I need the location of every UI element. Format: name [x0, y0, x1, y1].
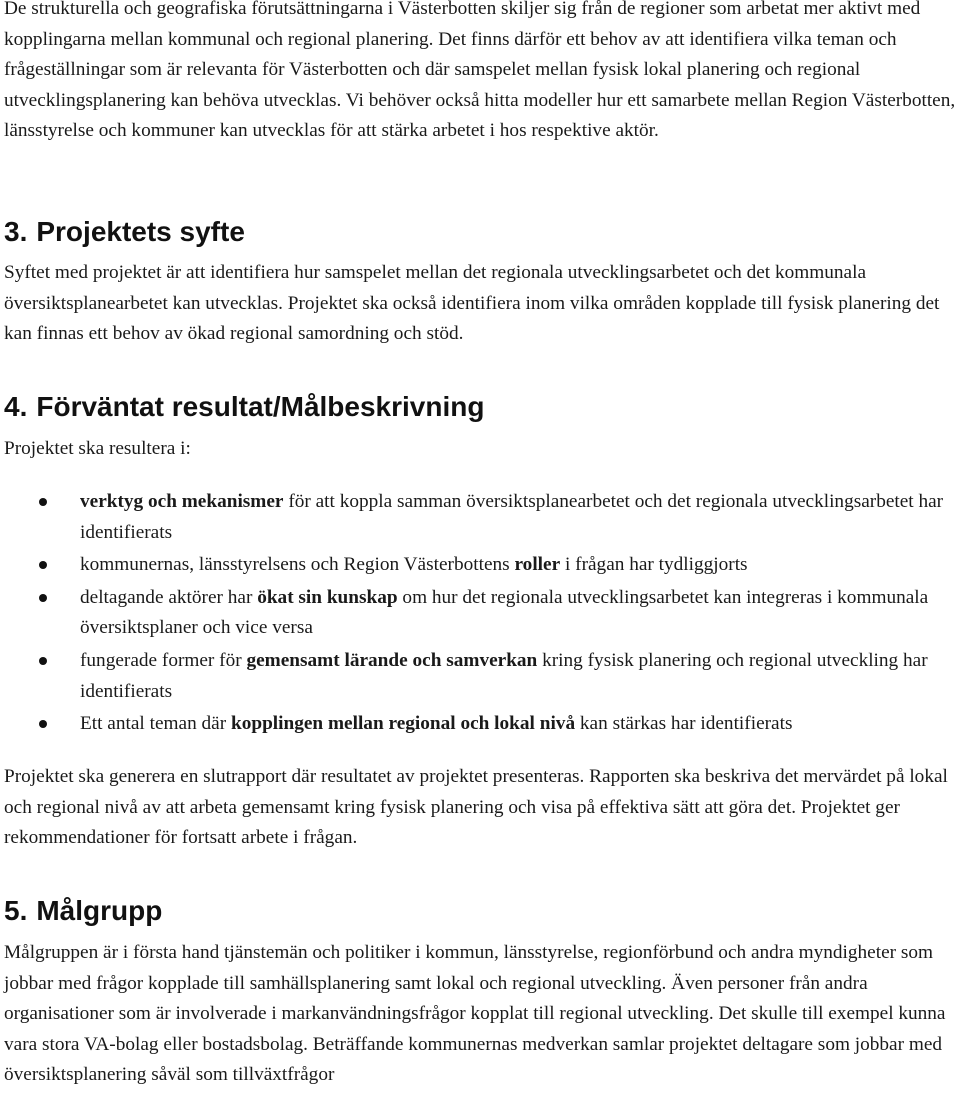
- section-4-title: Förväntat resultat/Målbeskrivning: [36, 391, 485, 422]
- section-5-title: Målgrupp: [36, 895, 163, 926]
- list-item: [4, 646, 956, 707]
- list-item: [4, 583, 956, 644]
- list-item-emphasis: gemensamt lärande och samverkan: [246, 649, 538, 671]
- bullet-icon: [39, 657, 47, 665]
- section-4-lead: Projektet ska resultera i:: [4, 438, 191, 459]
- bullet-icon: [39, 720, 47, 728]
- list-item-text: kan stärkas har identifierats: [575, 713, 793, 735]
- section-3-heading: [4, 215, 245, 249]
- list-item: [4, 709, 956, 740]
- list-item: [4, 487, 956, 548]
- section-5-heading: [4, 894, 162, 928]
- list-item-emphasis: roller: [514, 554, 561, 576]
- list-item-emphasis: ökat sin kunskap: [257, 586, 398, 608]
- list-item-emphasis: kopplingen mellan regional och lokal nivå: [230, 713, 576, 735]
- section-5-paragraph: Målgruppen är i första hand tjänstemän och politiker i kommun, länsstyrelse, regionförbund och andra myndigheter som jobbar med frågor kopplade till samhällsplanering samt lokal och regional utveckling. Även personer från andra organisationer som är involverade i markanvändningsfrågor kopplat till regional utveckling. Det skulle till exempel kunna vara stora VA-bolag eller bostadsbolag. Beträffande kommunernas medverkan samlar projektet deltagare som jobbar med översiktsplanering såväl som tillväxtfrågor: [4, 942, 946, 1086]
- list-item-emphasis: verktyg och mekanismer: [80, 491, 284, 512]
- result-bullet-list: [4, 487, 956, 742]
- list-item-text: i frågan har tydliggjorts: [560, 554, 748, 576]
- list-item-text: om hur det regionala utvecklingsarbetet kan integreras i kommunala översiktsplaner och vice versa: [80, 586, 929, 639]
- section-3-paragraph: Syftet med projektet är att identifiera hur samspelet mellan det regionala utvecklingsarbetet och det kommunala översiktsplanearbetet kan utvecklas. Projektet ska också identifiera inom vilka områden kopplade till fysisk planering det kan finnas ett behov av ökad regional samordning och stöd.: [4, 262, 940, 345]
- list-item-text: fungerade former för: [80, 649, 247, 671]
- section-4-outro: Projektet ska generera en slutrapport där resultatet av projektet presenteras. Rapporten ska beskriva det mervärdet på lokal och regional nivå av att arbeta gemensamt kring fysisk planering och visa på effektiva sätt att göra det. Projektet ger rekommendationer för fortsatt arbete i frågan.: [4, 766, 948, 849]
- section-3-title: Projektets syfte: [36, 216, 245, 247]
- section-4-heading: [4, 390, 484, 424]
- bullet-icon: [39, 594, 47, 602]
- list-item-text: Ett antal teman där: [80, 713, 231, 735]
- list-item: [4, 550, 956, 581]
- section-4-number: 4.: [4, 391, 28, 422]
- list-item-text: kommunernas, länsstyrelsens och Region Västerbottens: [80, 554, 515, 576]
- bullet-icon: [39, 561, 47, 569]
- intro-paragraph: De strukturella och geografiska förutsättningarna i Västerbotten skiljer sig från de regioner som arbetat mer aktivt med kopplingarna mellan kommunal och regional planering. Det finns därför ett behov av att identifiera vilka teman och frågeställningar som är relevanta för Västerbotten och där samspelet mellan fysisk lokal planering och regional utvecklingsplanering kan behöva utvecklas. Vi behöver också hitta modeller hur ett samarbete mellan Region Västerbotten, länsstyrelse och kommuner kan utvecklas för att stärka arbetet i hos respektive aktör.: [4, 0, 956, 142]
- list-item-text: deltagande aktörer har: [80, 586, 258, 608]
- section-3-number: 3.: [4, 216, 28, 247]
- list-item-text: för att koppla samman översiktsplanearbetet och det regionala utvecklingsarbetet har identifierats: [80, 491, 944, 543]
- section-5-number: 5.: [4, 895, 28, 926]
- list-item-text: kring fysisk planering och regional utveckling har identifierats: [80, 649, 928, 702]
- bullet-icon: [39, 498, 47, 506]
